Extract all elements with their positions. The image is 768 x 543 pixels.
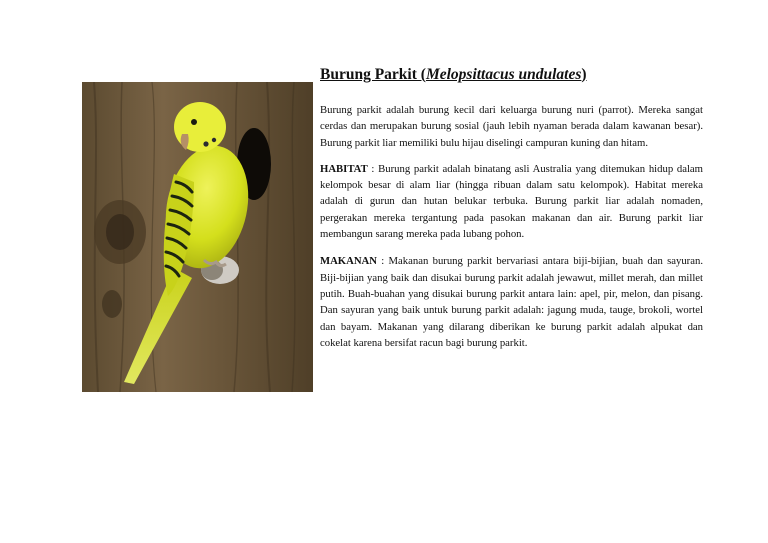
article-text: [320, 64, 703, 351]
makanan-paragraph: [320, 253, 703, 351]
habitat-paragraph: [320, 161, 703, 242]
title-prefix: Burung Parkit (: [320, 66, 426, 83]
intro-paragraph: Burung parkit adalah burung kecil dari keluarga burung nuri (parrot). Mereka sangat cerdas dan merupakan burung sosial (jauh lebih nyaman berada dalam kawanan besar). Burung parkit liar memiliki bulu hijau diselingi campuran kuning dan hitam.: [320, 104, 703, 149]
makanan-text: : Makanan burung parkit bervariasi antara biji-bijian, buah dan sayuran. Biji-bijian yang baik dan disukai burung parkit adalah jewawut, millet merah, dan millet putih. Buah-buahan yang disukai burung parkit antara lain: apel, pir, melon, dan pisang. Dan sayuran yang baik untuk burung parkit adalah: jagung muda, tauge, brokoli, wortel dan bayam. Makanan yang dilarang diberikan ke burung parkit adalah alpukat dan cokelat karena bersifat racun bagi burung parkit.: [320, 255, 703, 349]
page-title: [320, 64, 703, 86]
makanan-heading: MAKANAN: [320, 255, 377, 268]
habitat-text: : Burung parkit adalah binatang asli Australia yang ditemukan hidup dalam kelompok besar di alam liar (hingga ribuan dalam satu kelompok). Habitat mereka adalah di gurun dan hutan belukar terbuka. Burung parkit liar adalah nomaden, pergerakan mereka tergantung pada pasokan makanan dan air. Burung parkit liar membangun sarang mereka pada lubang pohon.: [320, 162, 703, 241]
title-scientific-name: Melopsittacus undulates: [425, 66, 582, 83]
budgerigar-photo: [82, 82, 313, 392]
title-suffix: ): [581, 66, 587, 83]
habitat-heading: HABITAT: [320, 162, 368, 175]
